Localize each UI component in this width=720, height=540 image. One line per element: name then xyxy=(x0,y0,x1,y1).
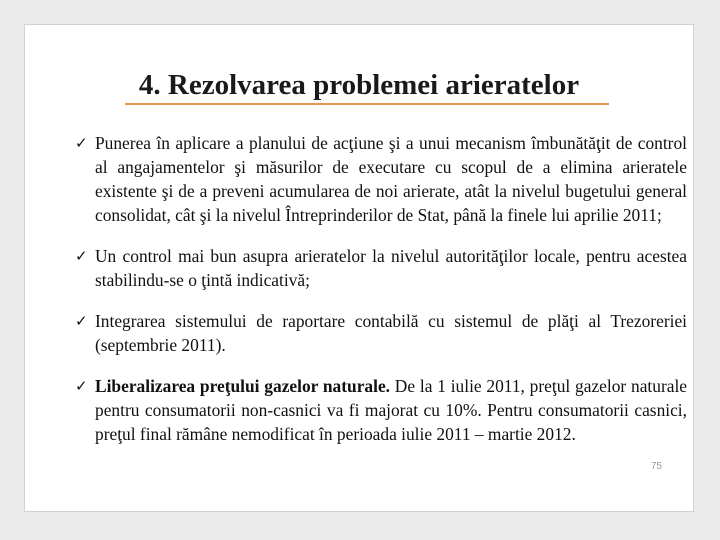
page-number: 75 xyxy=(650,461,662,472)
bullet-item-gas-liberalization xyxy=(75,374,687,446)
bullet-list xyxy=(75,131,687,463)
bullet-text: Un control mai bun asupra arieratelor la nivelul autorităţilor locale, pentru acestea stabilindu-se o ţintă indicativă; xyxy=(95,246,687,290)
slide-title: 4. Rezolvarea problemei arieratelor xyxy=(138,69,580,101)
title-underline xyxy=(125,103,609,105)
check-icon: ✓ xyxy=(75,134,88,152)
check-icon: ✓ xyxy=(75,312,88,330)
bullet-item-local-control xyxy=(75,244,687,292)
check-icon: ✓ xyxy=(75,377,88,395)
bullet-text: De la 1 iulie 2011, preţul gazelor naturale pentru consumatorii non-casnici va fi majorat cu 10%. Pentru consumatorii casnici, preţul final rămâne nemodificat în perioada iulie 2011 – martie 2012. xyxy=(95,376,688,444)
slide xyxy=(24,24,694,512)
bullet-lead: Liberalizarea preţului gazelor naturale. xyxy=(95,376,391,396)
bullet-text: Integrarea sistemului de raportare contabilă cu sistemul de plăţi al Trezoreriei (septembrie 2011). xyxy=(95,311,687,355)
bullet-item-action-plan xyxy=(75,131,687,227)
check-icon: ✓ xyxy=(75,247,88,265)
bullet-text: Punerea în aplicare a planului de acţiune şi a unui mecanism îmbunătăţit de control al angajamentelor şi măsurilor de executare cu scopul de a elimina arieratele existente şi de a preveni acumularea de noi arierate, atât la nivelul bugetului general consolidat, cât şi la nivelul Întreprinderilor de Stat, până la finele lui aprilie 2011; xyxy=(95,133,687,225)
bullet-item-reporting-integration xyxy=(75,309,687,357)
